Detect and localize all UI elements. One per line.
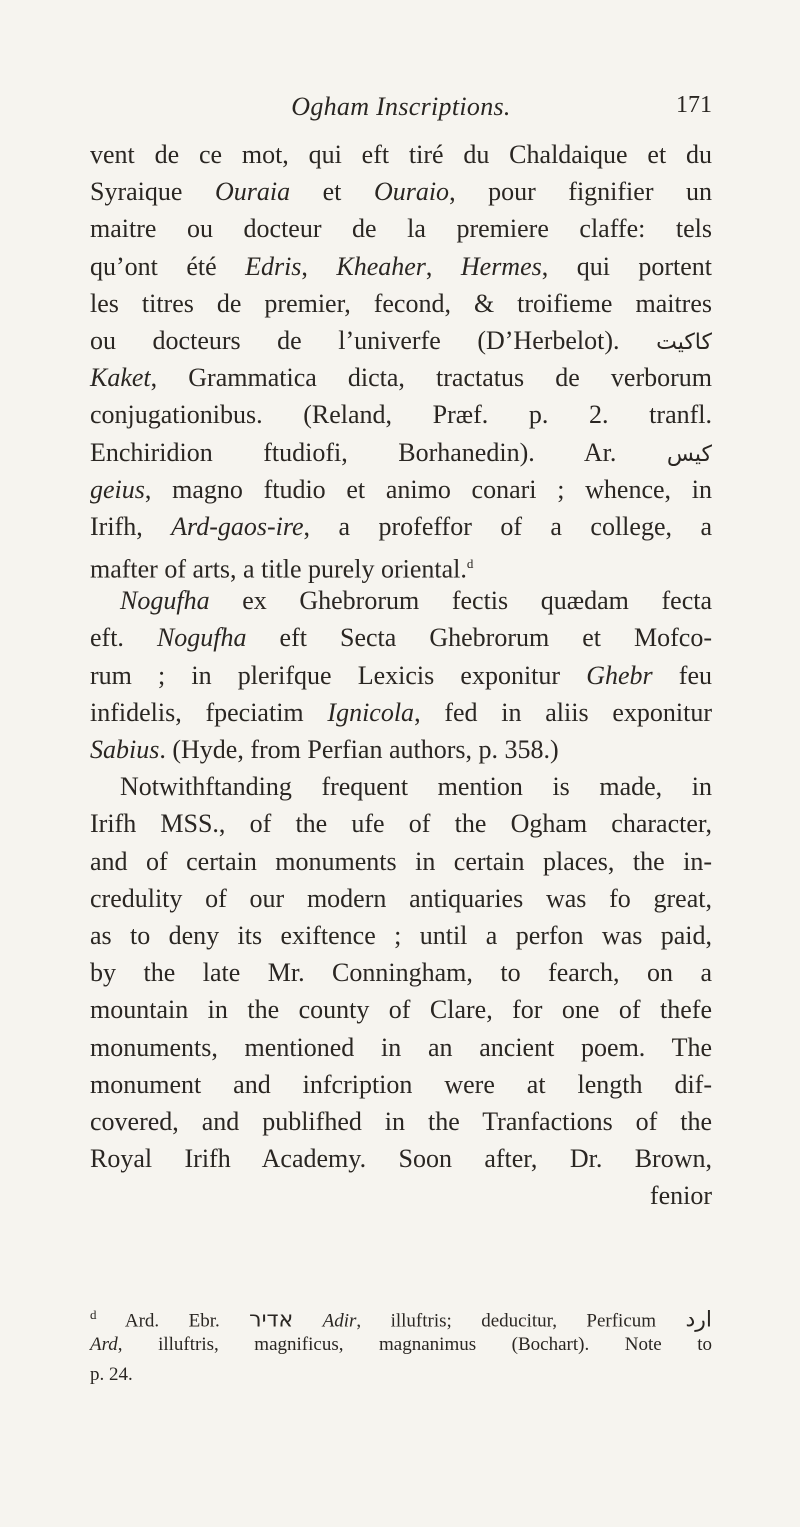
- footnote-line: [90, 1330, 712, 1360]
- italic-term: Edris: [245, 251, 302, 281]
- text-run: eft Secta Ghebrorum et Mofco-: [246, 623, 712, 653]
- text-run: Enchiridion ftudiofi, Borhanedin). Ar.: [90, 437, 667, 467]
- text-run: . (Hyde, from Perfian authors, p. 358.): [159, 735, 559, 764]
- text-run: vent de ce mot, qui eft tiré du Chaldaique et du: [90, 140, 712, 169]
- text-run: et: [290, 177, 374, 207]
- text-line: [90, 657, 712, 694]
- italic-term: Ard: [90, 1334, 118, 1355]
- text-run: conjugationibus. (Reland, Præf. p. 2. tranfl.: [90, 400, 712, 430]
- text-line: [90, 880, 712, 917]
- text-line: [90, 694, 712, 731]
- italic-term: geius: [90, 474, 145, 504]
- text-run: credulity of our modern antiquaries was fo great,: [90, 883, 712, 913]
- text-line: [90, 471, 712, 508]
- text-run: feu: [652, 660, 712, 690]
- text-run: Syraique: [90, 177, 215, 207]
- text-run: by the late Mr. Conningham, to fearch, on a: [90, 958, 712, 988]
- page-number: 171: [676, 92, 712, 118]
- text-line: [90, 545, 712, 582]
- text-line: [90, 285, 712, 322]
- text-line: [90, 1103, 712, 1140]
- oriental-script: كيس: [666, 441, 712, 467]
- text-line: [90, 359, 712, 396]
- text-run: , Grammatica dicta, tractatus de verborum: [150, 363, 712, 393]
- italic-term: Sabius: [90, 735, 160, 764]
- italic-term: Adir: [322, 1310, 357, 1332]
- text-run: maitre ou docteur de la premiere claffe: tels: [90, 214, 712, 244]
- text-run: mountain in the county of Clare, for one of thefe: [90, 995, 712, 1025]
- italic-term: Ghebr: [586, 660, 653, 690]
- text-line: [90, 768, 712, 805]
- text-line: [90, 508, 712, 545]
- oriental-script: كاكيت: [656, 329, 712, 355]
- text-line: [90, 322, 712, 359]
- text-run: , fed in aliis exponitur: [414, 697, 712, 727]
- footnote: [90, 1300, 712, 1390]
- text-run: qu’ont été: [90, 251, 246, 281]
- footnote-marker: d: [466, 556, 474, 572]
- text-run: , illuftris, magnificus, magnanimus (Bochart). Note to: [117, 1334, 712, 1355]
- text-line: [90, 843, 712, 880]
- text-run: , a profeffor of a college, a: [303, 511, 712, 541]
- text-line: [90, 173, 712, 210]
- text-run: eft.: [90, 623, 157, 653]
- text-line: [90, 805, 712, 842]
- text-run: ex Ghebrorum fectis quædam fecta: [209, 586, 712, 616]
- text-line: [90, 1066, 712, 1103]
- text-run: , magno ftudio et animo conari ; whence, in: [144, 474, 712, 504]
- text-run: , qui portent: [541, 251, 713, 281]
- footnote-line: [90, 1300, 713, 1333]
- italic-term: Kheaher: [336, 251, 426, 281]
- text-run: les titres de premier, fecond, & troifieme maitres: [90, 288, 712, 318]
- text-run: p. 24.: [90, 1364, 133, 1385]
- text-run: [293, 1310, 322, 1331]
- text-line: [90, 1029, 712, 1066]
- italic-term: Kaket: [90, 363, 151, 393]
- text-line: [90, 619, 712, 656]
- italic-term: Nogufha: [156, 623, 247, 653]
- text-run: as to deny its exiftence ; until a perfon was paid,: [90, 920, 712, 950]
- italic-term: Ouraio: [373, 177, 450, 207]
- text-run: Irifh,: [90, 511, 172, 541]
- text-run: , illuftris; deducitur, Perficum: [356, 1310, 686, 1332]
- text-line: [90, 917, 712, 954]
- text-run: monuments, mentioned in an ancient poem. The: [90, 1032, 712, 1062]
- text-run: ,: [301, 251, 337, 281]
- text-run: fenior: [649, 1181, 712, 1211]
- italic-term: Ouraia: [214, 177, 291, 207]
- text-run: ou docteurs de l’univerfe (D’Herbelot).: [90, 325, 657, 355]
- running-head: Ogham Inscriptions.: [291, 92, 511, 121]
- text-line: [90, 1140, 712, 1177]
- text-run: monument and infcription were at length dif-: [90, 1069, 712, 1099]
- text-line: [90, 434, 712, 471]
- text-run: ,: [425, 251, 461, 281]
- text-line: [90, 248, 712, 285]
- oriental-script: ارد: [685, 1307, 713, 1333]
- text-run: rum ; in plerifque Lexicis exponitur: [90, 660, 587, 690]
- text-run: mafter of arts, a title purely oriental.: [90, 554, 467, 584]
- footnote-line: [90, 1360, 712, 1390]
- text-line: [90, 396, 712, 433]
- text-run: and of certain monuments in certain places, the in-: [90, 846, 712, 876]
- italic-term: Ard-gaos-ire: [171, 511, 304, 541]
- text-run: , pour fignifier un: [449, 177, 713, 207]
- text-run: Royal Irifh Academy. Soon after, Dr. Brown,: [90, 1144, 712, 1174]
- text-line: [90, 1177, 712, 1214]
- italic-term: Nogufha: [120, 586, 210, 616]
- main-text: [90, 136, 712, 1214]
- text-line: [90, 136, 712, 173]
- oriental-script: אדיר: [249, 1307, 294, 1333]
- text-line: [90, 991, 712, 1028]
- italic-term: Ignicola: [327, 697, 415, 727]
- page-header: [90, 92, 712, 122]
- text-line: [90, 954, 712, 991]
- text-line: [90, 582, 712, 619]
- text-run: Ard. Ebr.: [96, 1310, 250, 1332]
- footnote-marker: d: [90, 1307, 97, 1322]
- text-run: infidelis, fpeciatim: [90, 697, 328, 727]
- text-line: [90, 210, 712, 247]
- text-run: Irifh MSS., of the ufe of the Ogham character,: [90, 809, 712, 839]
- text-line: [90, 731, 712, 768]
- italic-term: Hermes: [460, 251, 542, 281]
- text-run: Notwithftanding frequent mention is made, in: [120, 772, 712, 802]
- text-run: covered, and publifhed in the Tranfactions of the: [90, 1106, 712, 1136]
